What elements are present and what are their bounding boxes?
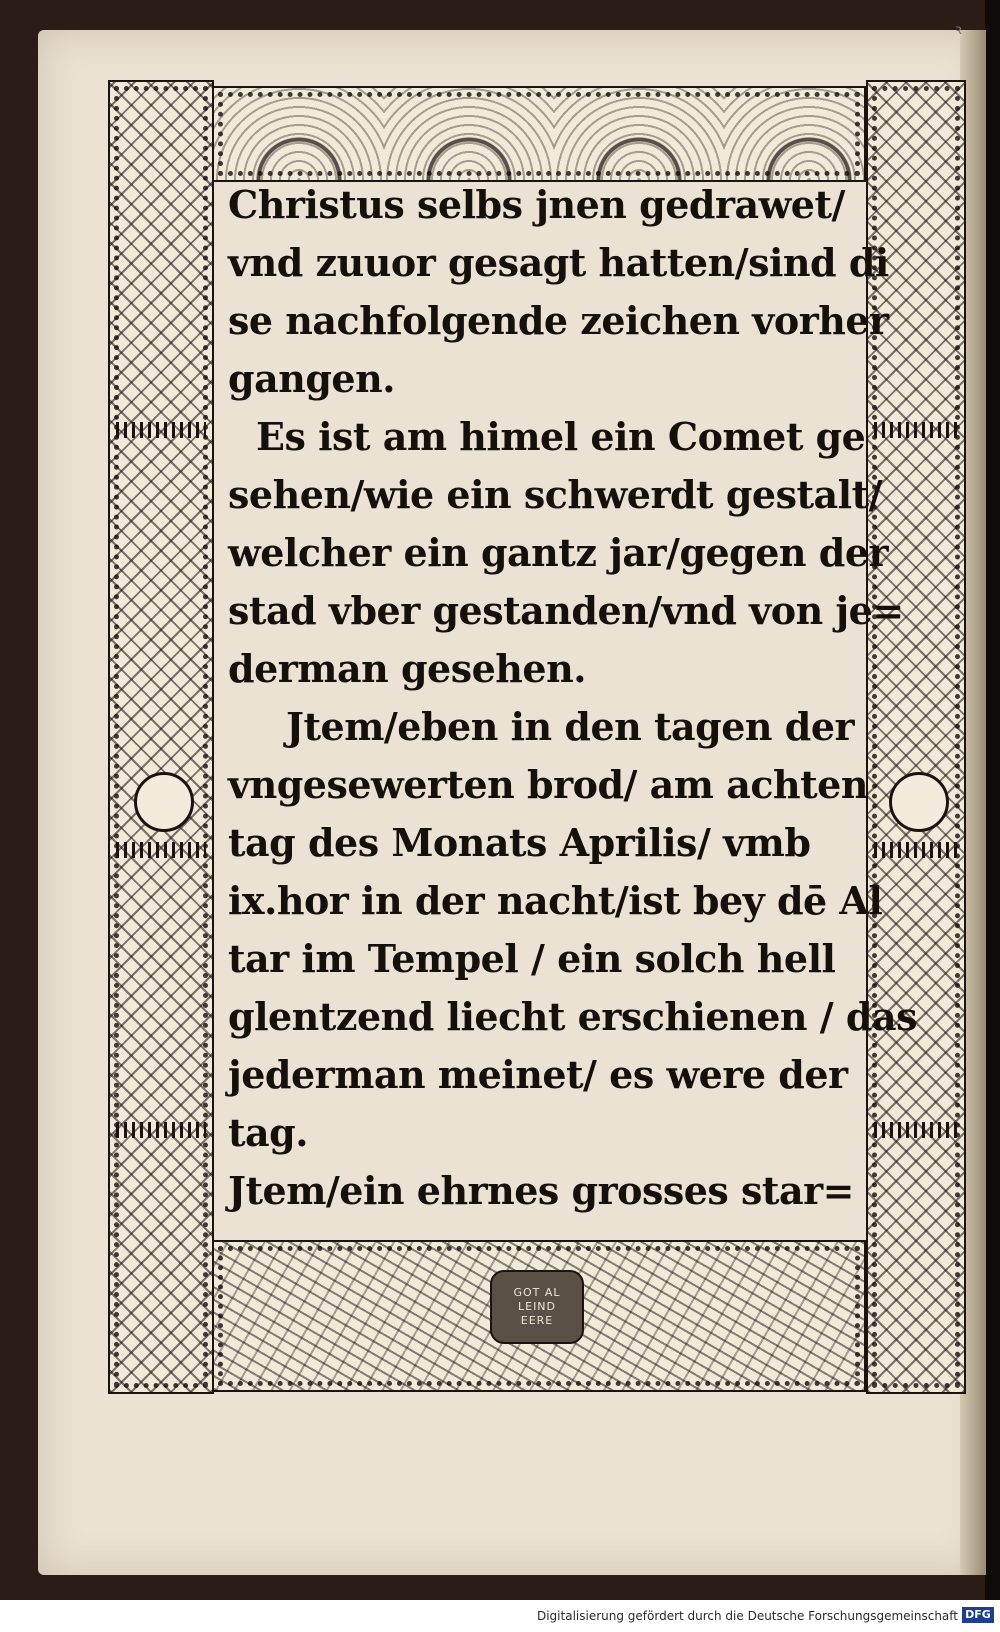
cartouche-inscription	[490, 1270, 584, 1344]
footer-credit: Digitalisierung gefördert durch die Deutsche Forschungsgemeinschaft	[536, 1609, 958, 1623]
scan-edge	[985, 0, 1000, 1600]
left-column-band	[116, 842, 206, 858]
left-column-roundel	[134, 772, 194, 832]
text-line: ix.hor in der nacht/ist bey dē Al	[228, 878, 883, 923]
footer-bar	[0, 1600, 1000, 1632]
dfg-logo: DFG	[962, 1607, 994, 1623]
text-line: se nachfolgende zeichen vorher	[228, 298, 889, 343]
top-border-dots	[218, 92, 860, 176]
cartouche-line: EERE	[520, 1314, 554, 1327]
right-column-roundel	[889, 772, 949, 832]
left-column-dots	[114, 86, 208, 1388]
text-line: welcher ein gantz jar/gegen der	[228, 530, 889, 575]
cartouche-line: LEIND	[517, 1300, 557, 1313]
text-line: stad vber gestanden/vnd von je=	[228, 588, 904, 633]
right-column-band	[874, 1122, 958, 1138]
text-line: tar im Tempel / ein solch hell	[228, 936, 836, 981]
text-line: Christus selbs jnen gedrawet/	[228, 182, 845, 227]
page-corner-mark: ꝛ	[955, 22, 962, 38]
text-line: vnd zuuor gesagt hatten/sind di	[228, 240, 889, 285]
text-line: glentzend liecht erschienen / das	[228, 994, 917, 1039]
text-line: jederman meinet/ es were der	[228, 1052, 848, 1097]
text-line: Jtem/ein ehrnes grosses star=	[228, 1168, 854, 1213]
text-line: tag des Monats Aprilis/ vmb	[228, 820, 811, 865]
text-line: vngesewerten brod/ am achten	[228, 762, 868, 807]
text-line: Es ist am himel ein Comet ge	[256, 414, 866, 459]
right-column-band	[874, 842, 958, 858]
text-line: Jtem/eben in den tagen der	[286, 704, 855, 749]
left-column-band	[116, 422, 206, 438]
text-line: tag.	[228, 1110, 308, 1155]
text-line: gangen.	[228, 356, 395, 401]
left-column-band	[116, 1122, 206, 1138]
cartouche-line: GOT AL	[513, 1286, 561, 1299]
woodcut-left-column	[108, 80, 214, 1394]
text-line: derman gesehen.	[228, 646, 586, 691]
right-column-band	[874, 422, 958, 438]
text-line: sehen/wie ein schwerdt gestalt/	[228, 472, 883, 517]
woodcut-top-border	[212, 86, 866, 182]
